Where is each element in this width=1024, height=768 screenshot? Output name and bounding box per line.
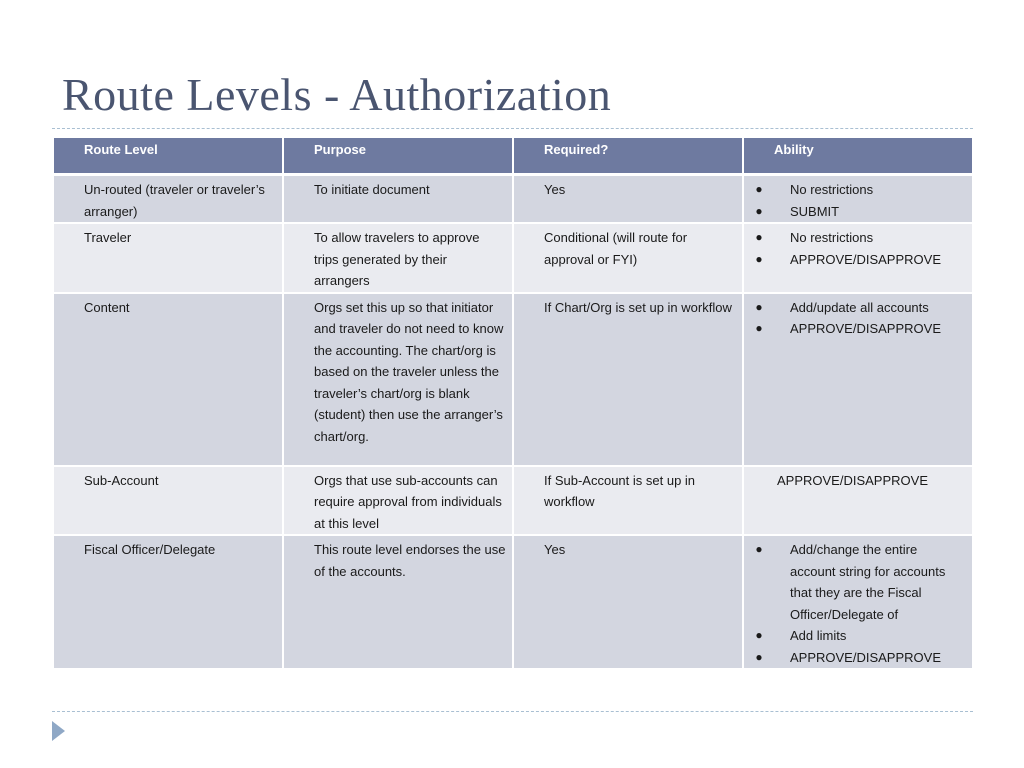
- list-item: [752, 318, 966, 340]
- footer-divider: [52, 711, 973, 712]
- bullet-dot-icon: ●: [755, 299, 763, 314]
- list-item: [752, 647, 966, 669]
- list-item: [752, 249, 966, 271]
- cell-purpose: Orgs set this up so that initiator and traveler do not need to know the accounting. The chart/org is based on the traveler unless the traveler’s chart/org is blank (student) then use the arranger’s chart/org.: [283, 293, 513, 466]
- cell-route-level: Traveler: [53, 223, 283, 293]
- table-row: [53, 223, 973, 293]
- ability-list: [752, 227, 966, 270]
- bullet-dot-icon: ●: [755, 230, 763, 244]
- list-item: [752, 227, 966, 249]
- header-route-level: Route Level: [53, 137, 283, 175]
- cell-ability: [743, 223, 973, 293]
- table-header-row: [53, 137, 973, 175]
- list-item: [752, 297, 966, 319]
- table-row: [53, 293, 973, 466]
- ability-text: No restrictions: [790, 182, 874, 197]
- ability-text: APPROVE/DISAPPROVE: [790, 649, 941, 665]
- bullet-dot-icon: ●: [755, 251, 763, 266]
- title-divider: [52, 128, 973, 129]
- triangle-right-icon[interactable]: [52, 721, 65, 741]
- list-item: [752, 539, 966, 625]
- cell-ability: [743, 175, 973, 224]
- bullet-dot-icon: ●: [755, 649, 763, 664]
- ability-list: [752, 539, 966, 668]
- cell-route-level: Fiscal Officer/Delegate: [53, 535, 283, 669]
- ability-text: APPROVE/DISAPPROVE: [790, 251, 941, 267]
- route-levels-table: [52, 136, 974, 670]
- header-required: Required?: [513, 137, 743, 175]
- ability-text: Add/change the entire account string for accounts that they are the Fiscal Officer/Delegate of: [790, 542, 946, 622]
- ability-text: Add/update all accounts: [790, 299, 929, 315]
- bullet-dot-icon: ●: [755, 542, 763, 556]
- cell-purpose: To initiate document: [283, 175, 513, 224]
- ability-text: No restrictions: [790, 230, 874, 245]
- bullet-dot-icon: ●: [755, 628, 763, 642]
- cell-route-level: Un-routed (traveler or traveler’s arranger): [53, 175, 283, 224]
- bullet-dot-icon: ●: [755, 321, 763, 335]
- cell-purpose: To allow travelers to approve trips generated by their arrangers: [283, 223, 513, 293]
- bullet-dot-icon: ●: [755, 203, 763, 218]
- cell-purpose: Orgs that use sub-accounts can require approval from individuals at this level: [283, 466, 513, 536]
- ability-text: APPROVE/DISAPPROVE: [790, 321, 941, 336]
- cell-purpose: This route level endorses the use of the accounts.: [283, 535, 513, 669]
- cell-required: Yes: [513, 175, 743, 224]
- bullet-dot-icon: ●: [755, 182, 763, 196]
- slide-title: Route Levels - Authorization: [62, 69, 612, 120]
- table-row: [53, 466, 973, 536]
- list-item: [752, 625, 966, 647]
- cell-ability: [743, 293, 973, 466]
- list-item: [752, 201, 966, 223]
- ability-list: [752, 297, 966, 340]
- ability-list: [752, 179, 966, 222]
- cell-required: If Chart/Org is set up in workflow: [513, 293, 743, 466]
- cell-required: Conditional (will route for approval or FYI): [513, 223, 743, 293]
- header-ability: Ability: [743, 137, 973, 175]
- cell-ability: [743, 535, 973, 669]
- table-row: [53, 175, 973, 224]
- cell-route-level: Sub-Account: [53, 466, 283, 536]
- ability-text: SUBMIT: [790, 203, 840, 219]
- cell-ability: APPROVE/DISAPPROVE: [743, 466, 973, 536]
- cell-route-level: Content: [53, 293, 283, 466]
- ability-text: Add limits: [790, 628, 847, 643]
- table-row: [53, 535, 973, 669]
- list-item: [752, 179, 966, 201]
- header-purpose: Purpose: [283, 137, 513, 175]
- cell-required: Yes: [513, 535, 743, 669]
- cell-required: If Sub-Account is set up in workflow: [513, 466, 743, 536]
